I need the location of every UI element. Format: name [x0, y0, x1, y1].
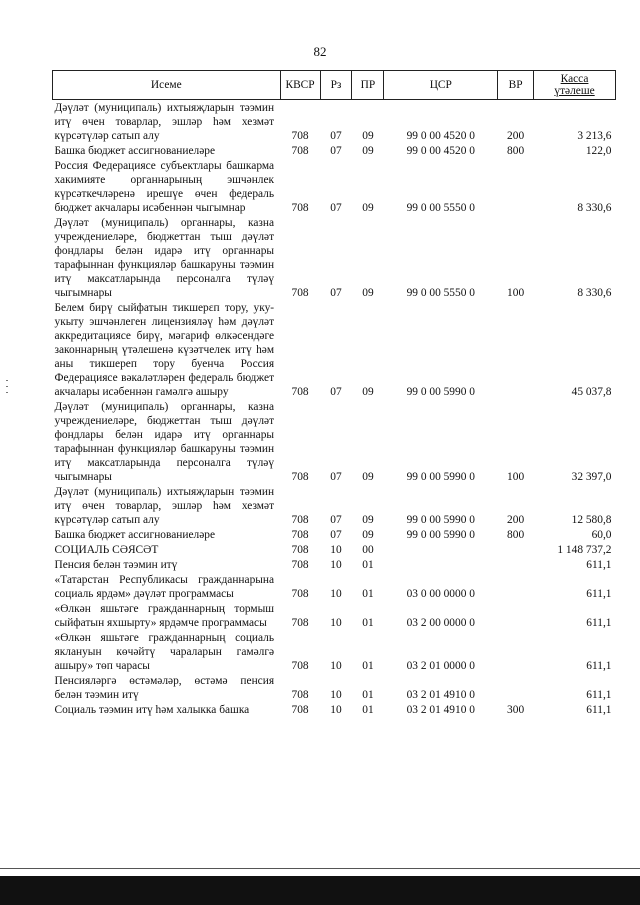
- cell-kvsr: 708: [291, 559, 309, 571]
- cell-rz: 10: [330, 660, 342, 672]
- cell-name: Пенсияләргә өстәмәләр, өстәмә пенсия белән тәэмин итү: [54, 675, 275, 701]
- cell-name: Башка бюджет ассигнованиеләре: [54, 529, 216, 541]
- cell-name: «Өлкән яшьтәге гражданнарның социаль яклануын көчәйтү чараларын гамәлгә ашыру» төп чарасы: [54, 632, 275, 672]
- cell-kvsr: 708: [291, 660, 309, 672]
- scan-border-bar: [0, 876, 640, 905]
- cell-amount: 611,1: [586, 689, 612, 701]
- table-row: [53, 542, 616, 557]
- cell-rz: 07: [330, 529, 342, 541]
- table-row: [53, 215, 616, 300]
- cell-vr: [498, 557, 534, 572]
- cell-rz: 10: [330, 704, 342, 716]
- cell-kvsr: 708: [291, 471, 309, 483]
- cell-amount: 12 580,8: [571, 514, 612, 526]
- cell-kvsr: 708: [291, 588, 309, 600]
- cell-csr: 03 2 01 0000 0: [406, 660, 475, 672]
- cell-name: Дәүләт (муниципаль) органнары, казна учреждениеләре, бюджеттан тыш дәүләт фондлары белән идарә итү органнары тарафыннан функцияләр башкаруны тәэмин итү максатларында персоналга түләү чыгымнары: [54, 401, 275, 483]
- cell-amount: 611,1: [586, 704, 612, 716]
- cell-pr: 01: [362, 660, 374, 672]
- cell-vr: 800: [507, 145, 525, 157]
- cell-name: «Өлкән яшьтәге гражданнарның тормыш сыйфатын яхшырту» ярдәмче программасы: [54, 603, 275, 629]
- cell-vr: 100: [507, 471, 525, 483]
- cell-vr: 100: [507, 287, 525, 299]
- cell-amount: 1 148 737,2: [557, 544, 612, 556]
- cell-name: Белем бирү сыйфатын тикшерεп тору, уку-укыту эшчәнлеген лицензияләү һәм дәүләт аккредитациясе бирү, мәгариф өлкәсендәге законнарның үтәлешенә күзәтчелек итү һәм аны тикшереп тору буенча Россия Федерациясе вәкаләтләрен федераль бюджет акчалары исәбеннән гамәлгә ашыру: [54, 302, 275, 398]
- cell-rz: 07: [330, 386, 342, 398]
- header-row: [53, 71, 616, 100]
- scan-border-line: [0, 868, 640, 869]
- table-row: [53, 300, 616, 399]
- cell-vr: [498, 572, 534, 601]
- cell-amount: 32 397,0: [571, 471, 612, 483]
- cell-rz: 07: [330, 145, 342, 157]
- header-vr: ВР: [498, 71, 534, 100]
- cell-rz: 10: [330, 689, 342, 701]
- cell-amount: 611,1: [586, 617, 612, 629]
- cell-rz: 10: [330, 544, 342, 556]
- cell-kvsr: 708: [291, 202, 309, 214]
- cell-rz: 07: [330, 130, 342, 142]
- cell-kvsr: 708: [291, 617, 309, 629]
- cell-pr: 09: [362, 145, 374, 157]
- cell-kvsr: 708: [291, 130, 309, 142]
- margin-mark: [6, 392, 8, 393]
- cell-csr: 99 0 00 5990 0: [406, 514, 475, 526]
- header-kvsr: КВСР: [280, 71, 320, 100]
- cell-rz: 10: [330, 588, 342, 600]
- header-amount: Касса үтәлеше: [534, 71, 616, 100]
- cell-kvsr: 708: [291, 544, 309, 556]
- table-row: [53, 673, 616, 702]
- cell-csr: 99 0 00 5550 0: [406, 287, 475, 299]
- cell-pr: 09: [362, 514, 374, 526]
- header-pr: ПР: [352, 71, 384, 100]
- cell-name: Социаль тәэмин итү һәм халыкка башка: [54, 704, 250, 716]
- cell-vr: [498, 601, 534, 630]
- cell-pr: 09: [362, 130, 374, 142]
- cell-kvsr: 708: [291, 145, 309, 157]
- cell-pr: 09: [362, 202, 374, 214]
- cell-amount: 60,0: [591, 529, 612, 541]
- table-row: [53, 399, 616, 484]
- cell-vr: [498, 158, 534, 215]
- margin-mark: [6, 386, 8, 387]
- cell-name: Пенсия белән тәэмин итү: [54, 559, 178, 571]
- cell-csr: [384, 557, 498, 572]
- cell-csr: 99 0 00 4520 0: [406, 130, 475, 142]
- table-row: [53, 702, 616, 717]
- cell-amount: 8 330,6: [577, 287, 612, 299]
- cell-csr: 03 0 00 0000 0: [406, 588, 475, 600]
- cell-pr: 00: [362, 544, 374, 556]
- cell-csr: 99 0 00 5990 0: [406, 471, 475, 483]
- cell-kvsr: 708: [291, 514, 309, 526]
- cell-csr: 03 2 00 0000 0: [406, 617, 475, 629]
- cell-csr: 99 0 00 4520 0: [406, 145, 475, 157]
- budget-table: [52, 70, 616, 717]
- cell-csr: 03 2 01 4910 0: [406, 689, 475, 701]
- cell-vr: 200: [507, 514, 525, 526]
- cell-vr: [498, 630, 534, 673]
- cell-amount: 3 213,6: [577, 130, 612, 142]
- cell-rz: 10: [330, 617, 342, 629]
- cell-pr: 01: [362, 559, 374, 571]
- table-row: [53, 572, 616, 601]
- cell-rz: 07: [330, 202, 342, 214]
- cell-name: СОЦИАЛЬ СӘЯСӘТ: [54, 544, 159, 556]
- cell-kvsr: 708: [291, 529, 309, 541]
- cell-pr: 01: [362, 588, 374, 600]
- cell-rz: 07: [330, 514, 342, 526]
- cell-csr: 99 0 00 5990 0: [406, 529, 475, 541]
- table-row: [53, 527, 616, 542]
- cell-kvsr: 708: [291, 386, 309, 398]
- cell-pr: 09: [362, 471, 374, 483]
- cell-name: Дәүләт (муниципаль) ихтыяҗларын тәэмин итү өчен товарлар, эшләр һәм хезмәт күрсәтүләр сатып алу: [54, 486, 275, 526]
- page-number: 82: [313, 44, 327, 59]
- cell-pr: 09: [362, 529, 374, 541]
- cell-vr: [498, 673, 534, 702]
- cell-name: Россия Федерациясе субъектлары башкарма хакимияте органнарының эшчәнлек күрсәткечләренә ирешүе өчен федераль бюджет акчалары исәбеннән чыгымнар: [54, 160, 275, 214]
- cell-amount: 611,1: [586, 660, 612, 672]
- header-name: Исеме: [53, 71, 281, 100]
- margin-mark: [6, 380, 8, 381]
- cell-vr: [498, 542, 534, 557]
- cell-rz: 07: [330, 471, 342, 483]
- cell-kvsr: 708: [291, 704, 309, 716]
- cell-amount: 8 330,6: [577, 202, 612, 214]
- header-rz: Рз: [320, 71, 352, 100]
- cell-pr: 01: [362, 617, 374, 629]
- cell-vr: [498, 300, 534, 399]
- table-row: [53, 557, 616, 572]
- table-row: [53, 143, 616, 158]
- cell-amount: 122,0: [585, 145, 612, 157]
- cell-csr: 03 2 01 4910 0: [406, 704, 475, 716]
- cell-rz: 07: [330, 287, 342, 299]
- cell-vr: 800: [507, 529, 525, 541]
- cell-kvsr: 708: [291, 287, 309, 299]
- cell-kvsr: 708: [291, 689, 309, 701]
- cell-rz: 10: [330, 559, 342, 571]
- cell-pr: 01: [362, 704, 374, 716]
- table-row: [53, 484, 616, 527]
- cell-pr: 09: [362, 287, 374, 299]
- cell-pr: 09: [362, 386, 374, 398]
- cell-name: «Татарстан Республикасы гражданнарына социаль ярдәм» дәүләт программасы: [54, 574, 275, 600]
- cell-csr: 99 0 00 5990 0: [406, 386, 475, 398]
- cell-pr: 01: [362, 689, 374, 701]
- cell-vr: 200: [507, 130, 525, 142]
- cell-amount: 611,1: [586, 588, 612, 600]
- cell-csr: [384, 542, 498, 557]
- cell-amount: 611,1: [586, 559, 612, 571]
- cell-amount: 45 037,8: [571, 386, 612, 398]
- table-row: [53, 158, 616, 215]
- table-row: [53, 601, 616, 630]
- table-row: [53, 630, 616, 673]
- header-csr: ЦСР: [384, 71, 498, 100]
- cell-name: Дәүләт (муниципаль) органнары, казна учреждениеләре, бюджеттан тыш дәүләт фондлары белән идарә итү органнары тарафыннан функцияләр башкаруны тәэмин итү максатларында персоналга түләү чыгымнары: [54, 217, 275, 299]
- table-row: [53, 100, 616, 144]
- cell-name: Башка бюджет ассигнованиеләре: [54, 145, 216, 157]
- cell-vr: 300: [507, 704, 525, 716]
- cell-name: Дәүләт (муниципаль) ихтыяҗларын тәэмин итү өчен товарлар, эшләр һәм хезмәт күрсәтүләр сатып алу: [54, 102, 275, 142]
- cell-csr: 99 0 00 5550 0: [406, 202, 475, 214]
